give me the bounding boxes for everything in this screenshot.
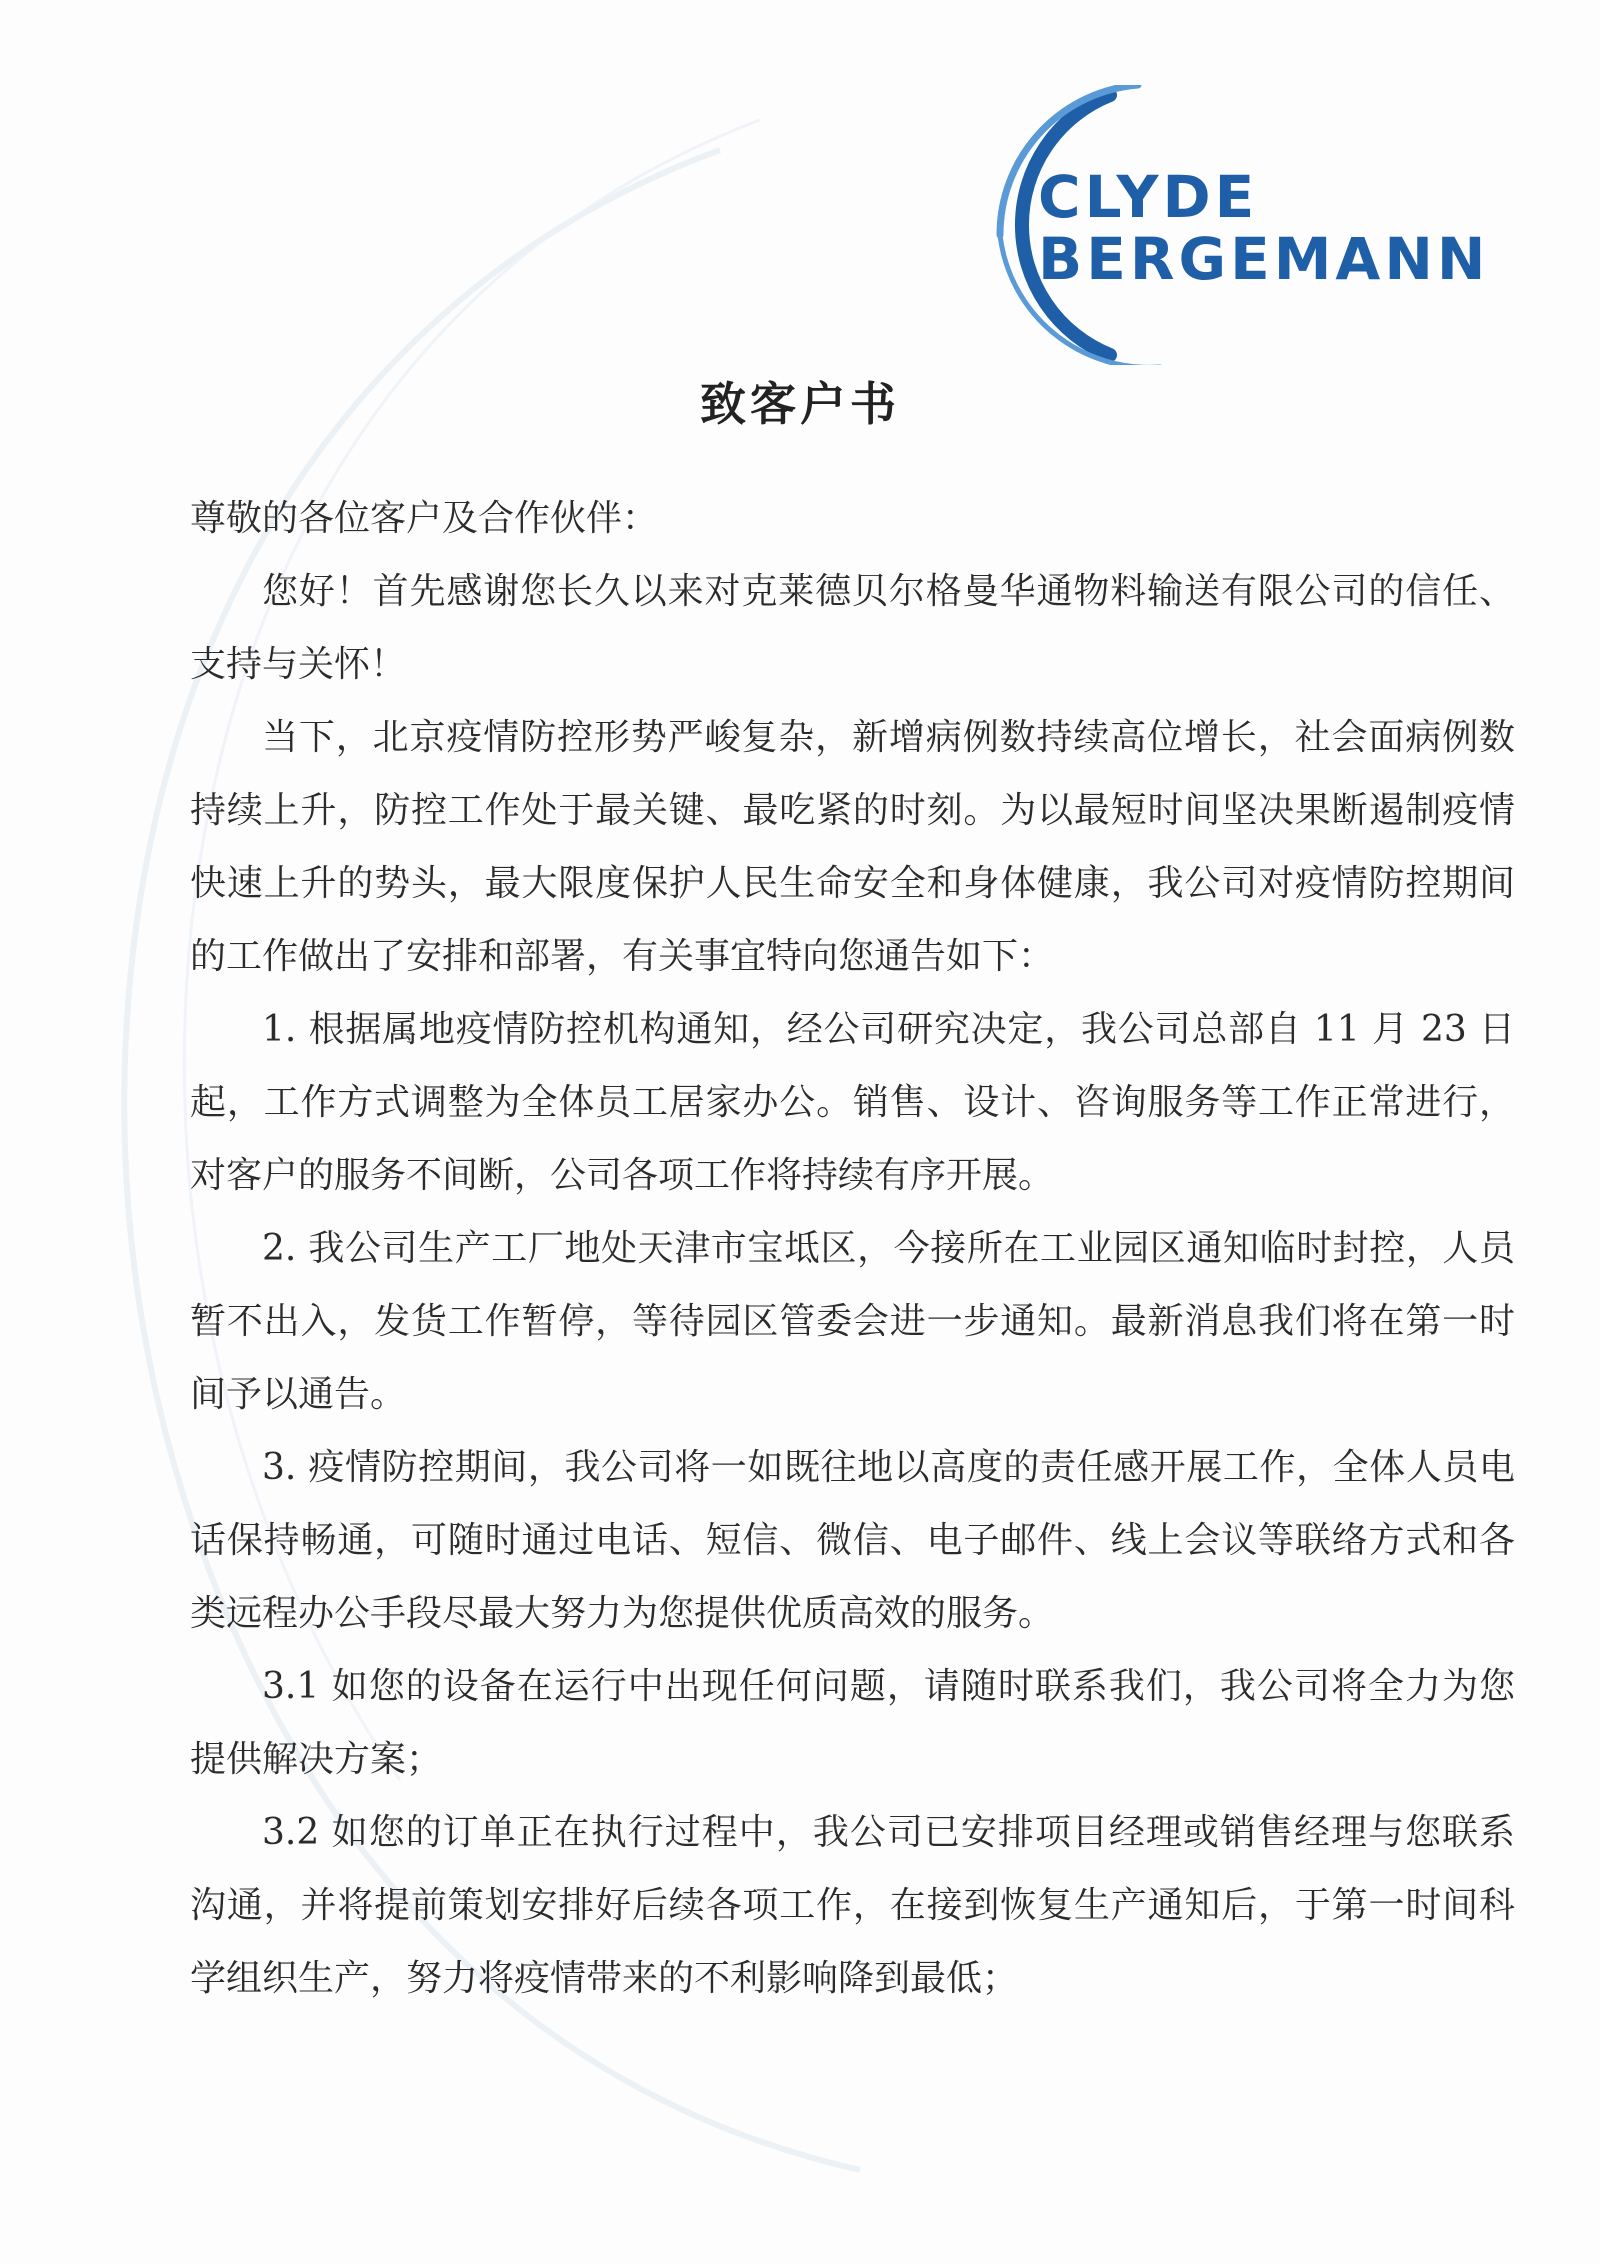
paragraph-situation: 当下，北京疫情防控形势严峻复杂，新增病例数持续高位增长，社会面病例数持续上升，防控工作处于最关键、最吃紧的时刻。为以最短时间坚决果断遏制疫情快速上升的势头，最大限度保护人民生命安全和身体健康，我公司对疫情防控期间的工作做出了安排和部署，有关事宜特向您通告如下： (190, 717, 1515, 977)
paragraph-item-1: 1. 根据属地疫情防控机构通知，经公司研究决定，我公司总部自 11 月 23 日起，工作方式调整为全体员工居家办公。销售、设计、咨询服务等工作正常进行，对客户的服务不间断，公司各项工作将持续有序开展。 (190, 1009, 1515, 1196)
letter-body (190, 482, 1515, 2015)
logo-text-line2: BERGEMANN (1038, 225, 1490, 293)
logo-text-line1: CLYDE (1038, 163, 1259, 231)
paragraph-greeting: 您好！首先感谢您长久以来对克莱德贝尔格曼华通物料输送有限公司的信任、支持与关怀！ (190, 571, 1515, 685)
paragraph-item-3: 3. 疫情防控期间，我公司将一如既往地以高度的责任感开展工作，全体人员电话保持畅通，可随时通过电话、短信、微信、电子邮件、线上会议等联络方式和各类远程办公手段尽最大努力为您提供优质高效的服务。 (190, 1447, 1515, 1634)
company-logo (960, 85, 1490, 365)
paragraph-item-3-2: 3.2 如您的订单正在执行过程中，我公司已安排项目经理或销售经理与您联系沟通，并将提前策划安排好后续各项工作，在接到恢复生产通知后，于第一时间科学组织生产，努力将疫情带来的不利影响降到最低； (190, 1812, 1515, 1999)
page-title: 致客户书 (700, 377, 900, 431)
paragraph-item-3-1: 3.1 如您的设备在运行中出现任何问题，请随时联系我们，我公司将全力为您提供解决方案； (190, 1666, 1515, 1780)
paragraph-item-2: 2. 我公司生产工厂地处天津市宝坻区，今接所在工业园区通知临时封控，人员暂不出入，发货工作暂停，等待园区管委会进一步通知。最新消息我们将在第一时间予以通告。 (190, 1228, 1515, 1415)
salutation: 尊敬的各位客户及合作伙伴： (190, 498, 659, 539)
